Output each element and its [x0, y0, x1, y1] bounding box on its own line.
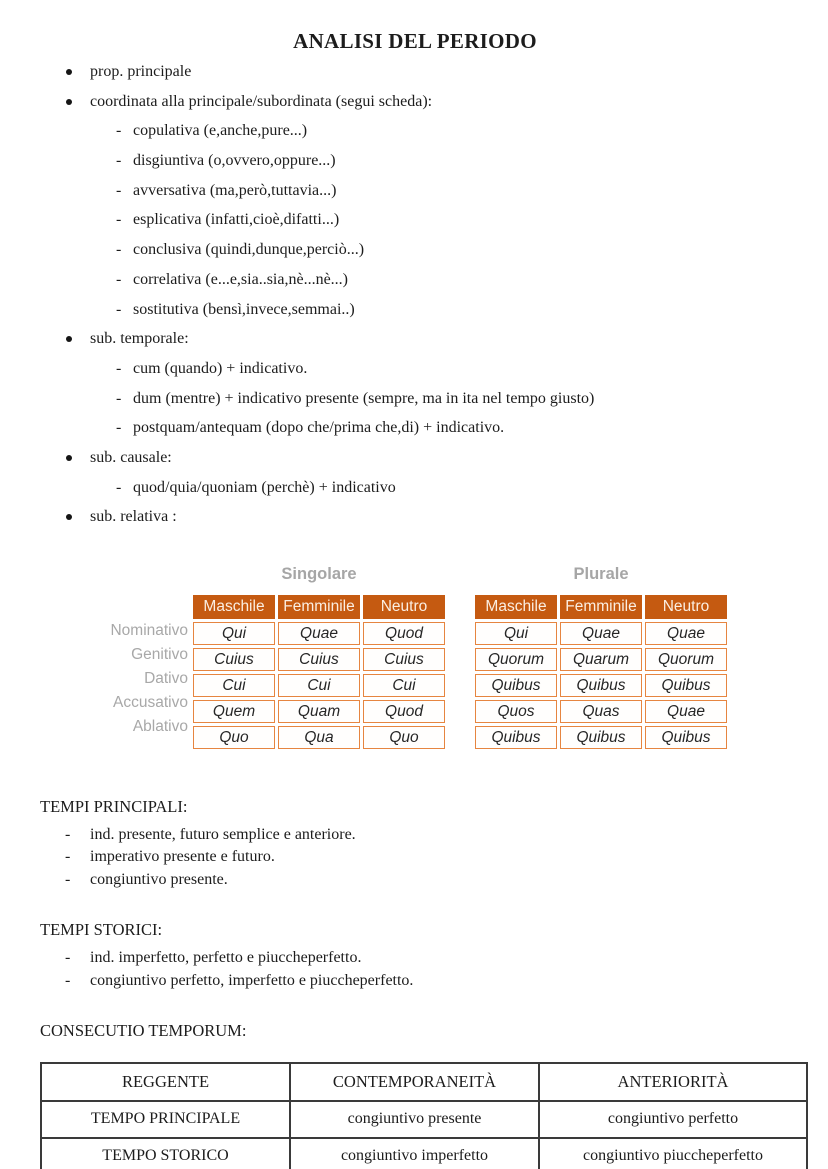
pronoun-cell: Quo [193, 726, 275, 749]
pronoun-cell: Quorum [645, 648, 727, 671]
section-heading-consecutio: CONSECUTIO TEMPORUM: [40, 1020, 247, 1040]
list-item [40, 324, 790, 354]
consecutio-cell: congiuntivo piuccheperfetto [539, 1138, 807, 1169]
list-item [40, 235, 790, 265]
list-item-label: cum (quando) + indicativo. [133, 359, 308, 377]
case-label-column [40, 562, 188, 740]
list-item [40, 413, 790, 443]
plurale-title: Plurale [573, 565, 629, 583]
gender-column-header: Neutro [363, 595, 445, 619]
list-item [40, 354, 790, 384]
singolare-table [190, 592, 448, 752]
case-label: Genitivo [131, 646, 188, 663]
list-item-label: imperativo presente e futuro. [90, 848, 275, 866]
table-row [475, 648, 727, 671]
consecutio-cell: congiuntivo presente [290, 1101, 539, 1138]
case-label: Ablativo [132, 718, 188, 735]
consecutio-table [40, 1062, 808, 1169]
list-item-label: ind. imperfetto, perfetto e piuccheperfetto. [90, 949, 362, 967]
pronoun-cell: Quas [560, 700, 642, 723]
list-item-label: coordinata alla principale/subordinata (segui scheda): [90, 92, 433, 110]
list-item-label: correlativa (e...e,sia..sia,nè...nè...) [133, 270, 349, 288]
list-item-label: sub. relativa : [90, 508, 177, 526]
table-header-row [193, 595, 445, 619]
gender-column-header: Femminile [278, 595, 360, 619]
list-item-label: prop. principale [90, 63, 192, 80]
singolare-block [190, 562, 448, 752]
pronoun-cell: Quo [363, 726, 445, 749]
list-item [40, 443, 790, 473]
list-item-label: postquam/antequam (dopo che/prima che,di) + indicativo. [133, 419, 505, 437]
gender-column-header: Maschile [193, 595, 275, 619]
case-label: Accusativo [113, 694, 188, 711]
pronoun-cell: Quibus [645, 674, 727, 697]
pronoun-cell: Quibus [475, 674, 557, 697]
pronoun-cell: Quae [645, 622, 727, 645]
pronoun-cell: Quibus [645, 726, 727, 749]
table-header-row [475, 595, 727, 619]
consecutio-cell: TEMPO PRINCIPALE [41, 1101, 290, 1138]
pronoun-cell: Quibus [560, 726, 642, 749]
section-heading-tempi-storici: TEMPI STORICI: [40, 920, 163, 940]
case-label: Nominativo [110, 622, 188, 639]
gender-column-header: Maschile [475, 595, 557, 619]
list-item [40, 947, 790, 969]
pronoun-cell: Quae [645, 700, 727, 723]
consecutio-cell: TEMPO STORICO [41, 1138, 290, 1169]
list-item [40, 970, 790, 992]
pronoun-cell: Quae [278, 622, 360, 645]
list-item-label: quod/quia/quoniam (perchè) + indicativo [133, 478, 396, 496]
list-item-label: congiuntivo presente. [90, 870, 228, 888]
list-item [40, 502, 790, 532]
pronoun-cell: Quae [560, 622, 642, 645]
plurale-table [472, 592, 730, 752]
section-heading-tempi-principali: TEMPI PRINCIPALI: [40, 797, 188, 816]
pronoun-cell: Cuius [363, 648, 445, 671]
doc-title: ANALISI DEL PERIODO [293, 29, 537, 53]
pronoun-cell: Cui [278, 674, 360, 697]
consecutio-column-header: CONTEMPORANEITÀ [290, 1063, 539, 1101]
list-item-label: ind. presente, futuro semplice e anteriore. [90, 826, 356, 843]
list-item-label: congiuntivo perfetto, imperfetto e piuccheperfetto. [90, 971, 414, 989]
list-item-label: esplicativa (infatti,cioè,difatti...) [133, 211, 340, 229]
list-item-label: sub. temporale: [90, 330, 189, 348]
table-row [475, 622, 727, 645]
list-item-label: copulativa (e,anche,pure...) [133, 122, 308, 140]
pronoun-cell: Qui [475, 622, 557, 645]
pronoun-cell: Quos [475, 700, 557, 723]
pronoun-cell: Quarum [560, 648, 642, 671]
pronoun-cell: Cui [193, 674, 275, 697]
list-item [40, 295, 790, 325]
list-item-label: sostitutiva (bensì,invece,semmai..) [133, 300, 355, 318]
list-item [40, 824, 790, 846]
table-row [193, 700, 445, 723]
list-item [40, 146, 790, 176]
table-row [193, 726, 445, 749]
pronoun-cell: Cuius [278, 648, 360, 671]
plurale-block [472, 562, 730, 752]
consecutio-column-header: ANTERIORITÀ [539, 1063, 807, 1101]
list-item [40, 265, 790, 295]
gender-column-header: Neutro [645, 595, 727, 619]
list-item-label: dum (mentre) + indicativo presente (sempre, ma in ita nel tempo giusto) [133, 389, 595, 407]
relative-pronoun-tables [40, 562, 790, 752]
table-row [193, 648, 445, 671]
table-row [41, 1101, 807, 1138]
pronoun-cell: Quod [363, 700, 445, 723]
list-item [40, 87, 790, 117]
list-item-label: sub. causale: [90, 448, 172, 466]
pronoun-cell: Quibus [475, 726, 557, 749]
table-row [475, 700, 727, 723]
pronoun-cell: Quorum [475, 648, 557, 671]
pronoun-cell: Qua [278, 726, 360, 749]
table-row [193, 674, 445, 697]
pronoun-cell: Qui [193, 622, 275, 645]
list-item [40, 869, 790, 891]
list-item [40, 176, 790, 206]
outline-list [40, 57, 790, 532]
case-label: Dativo [144, 670, 188, 687]
consecutio-cell: congiuntivo perfetto [539, 1101, 807, 1138]
consecutio-column-header: REGGENTE [41, 1063, 290, 1101]
table-row [41, 1138, 807, 1169]
singolare-title: Singolare [281, 565, 357, 583]
table-header-row [41, 1063, 807, 1101]
pronoun-cell: Cuius [193, 648, 275, 671]
pronoun-cell: Quod [363, 622, 445, 645]
pronoun-cell: Quem [193, 700, 275, 723]
table-row [193, 622, 445, 645]
list-item-label: avversativa (ma,però,tuttavia...) [133, 181, 337, 199]
pronoun-cell: Quam [278, 700, 360, 723]
pronoun-cell: Cui [363, 674, 445, 697]
list-item [40, 205, 790, 235]
tempi-storici-list [40, 947, 790, 992]
list-item [40, 846, 790, 868]
list-item [40, 57, 790, 87]
gender-column-header: Femminile [560, 595, 642, 619]
consecutio-cell: congiuntivo imperfetto [290, 1138, 539, 1169]
list-item-label: conclusiva (quindi,dunque,perciò...) [133, 241, 365, 259]
list-item [40, 473, 790, 503]
pronoun-cell: Quibus [560, 674, 642, 697]
table-row [475, 726, 727, 749]
list-item [40, 116, 790, 146]
tempi-principali-list [40, 824, 790, 891]
list-item [40, 384, 790, 414]
table-row [475, 674, 727, 697]
list-item-label: disgiuntiva (o,ovvero,oppure...) [133, 152, 336, 170]
